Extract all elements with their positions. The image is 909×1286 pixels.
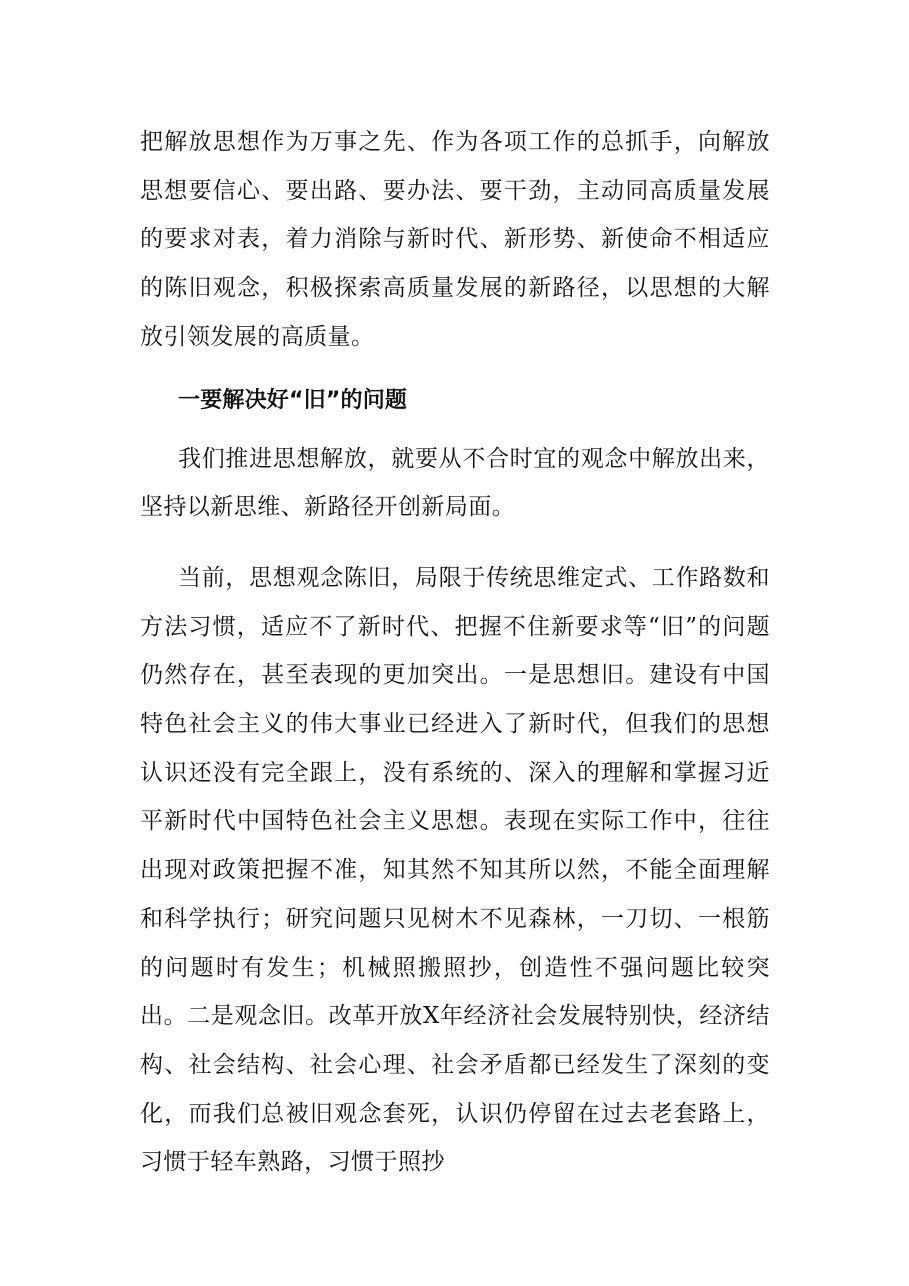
paragraph-intro: 我们推进思想解放，就要从不合时宜的观念中解放出来，坚持以新思维、新路径开创新局面。: [140, 445, 770, 521]
paragraph-body: 当前，思想观念陈旧，局限于传统思维定式、工作路数和方法习惯，适应不了新时代、把握不住新要求等“旧”的问题仍然存在，甚至表现的更加突出。一是思想旧。建设有中国特色社会主义的伟大事业已经进入了新时代，但我们的思想认识还没有完全跟上，没有系统的、深入的理解和掌握习近平新时代中国特色社会主义思想。表现在实际工作中，往往出现对政策把握不准，知其然不知其所以然，不能全面理解和科学执行；研究问题只见树木不见森林，一刀切、一根筋的问题时有发生；机械照搬照抄，创造性不强问题比较突出。二是观念旧。改革开放X年经济社会发展特别快，经济结构、社会结构、社会心理、社会矛盾都已经发生了深刻的变化，而我们总被旧观念套死，认识仍停留在过去老套路上，习惯于轻车熟路，习惯于照抄: [140, 564, 770, 1176]
spacer: [140, 425, 770, 435]
spacer: [140, 362, 770, 377]
section-heading: 一要解决好“旧”的问题: [178, 387, 408, 413]
document-page: [140, 118, 770, 1187]
spacer: [140, 532, 770, 554]
paragraph-continuation: 把解放思想作为万事之先、作为各项工作的总抓手，向解放思想要信心、要出路、要办法、要干劲，主动同高质量发展的要求对表，着力消除与新时代、新形势、新使命不相适应的陈旧观念，积极探索高质量发展的新路径，以思想的大解放引领发展的高质量。: [140, 129, 770, 350]
